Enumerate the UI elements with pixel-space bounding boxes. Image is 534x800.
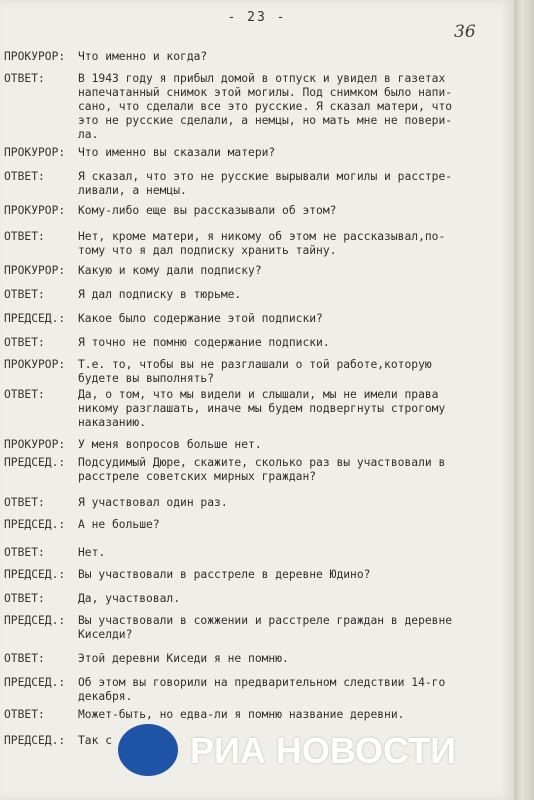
speaker-label: ПРЕДСЕД.: <box>4 312 66 325</box>
page-number: - 23 - <box>227 10 287 25</box>
speaker-label: ПРЕДСЕД.: <box>4 614 66 627</box>
speaker-label: ОТВЕТ: <box>4 230 45 243</box>
transcript-line: Что именно и когда? <box>78 50 208 63</box>
transcript-line: Я участвовал один раз. <box>78 496 228 509</box>
speaker-label: ПРОКУРОР: <box>4 438 66 451</box>
transcript-line: Кому-либо еще вы рассказывали об этом? <box>78 204 337 217</box>
transcript-line: никому разглашать, иначе мы будем подвергнуты строгому <box>78 402 446 415</box>
speaker-label: ОТВЕТ: <box>4 546 45 559</box>
transcript-line: Да, участвовал. <box>78 592 181 605</box>
transcript-line: Я дал подписку в тюрьме. <box>78 288 242 301</box>
transcript-line: будете вы выполнять? <box>78 372 215 385</box>
transcript-line: расстреле советских мирных граждан? <box>78 470 317 483</box>
speaker-label: ПРОКУРОР: <box>4 264 66 277</box>
speaker-label: ПРОКУРОР: <box>4 358 66 371</box>
transcript-line: Киселди? <box>78 628 133 641</box>
transcript-line: Подсудимый Дюре, скажите, сколько раз вы участвовали в <box>78 456 446 469</box>
transcript-line: А не больше? <box>78 518 160 531</box>
transcript-line: Вы участвовали в сожжении и расстреле граждан в деревне <box>78 614 453 627</box>
speaker-label: ПРЕДСЕД.: <box>4 734 66 747</box>
transcript-line: ливали, а немцы. <box>78 184 187 197</box>
transcript-line: Да, о том, что мы видели и слышали, мы не имели права <box>78 388 439 401</box>
transcript-line: наказанию. <box>78 416 147 429</box>
speaker-label: ОТВЕТ: <box>4 72 45 85</box>
transcript-line: тому что я дал подписку хранить тайну. <box>78 244 337 257</box>
speaker-label: ОТВЕТ: <box>4 496 45 509</box>
speaker-label: ОТВЕТ: <box>4 336 45 349</box>
transcript-line: напечатанный снимок этой могилы. Под снимком было напи- <box>78 86 453 99</box>
transcript-line: Я сказал, что это не русские вырывали могилы и расстре- <box>78 170 453 183</box>
speaker-label: ПРОКУРОР: <box>4 204 66 217</box>
speaker-label: ОТВЕТ: <box>4 288 45 301</box>
transcript-line: это не русские сделали, а немцы, но мать мне не повери- <box>78 114 453 127</box>
speaker-label: ПРЕДСЕД.: <box>4 568 66 581</box>
speaker-label: ПРОКУРОР: <box>4 146 66 159</box>
transcript-line: В 1943 году я прибыл домой в отпуск и увидел в газетах <box>78 72 446 85</box>
transcript-line: Что именно вы сказали матери? <box>78 146 276 159</box>
speaker-label: ПРЕДСЕД.: <box>4 456 66 469</box>
speaker-label: ПРОКУРОР: <box>4 50 66 63</box>
watermark-logo <box>118 720 514 780</box>
transcript-line: Может-быть, но едва-ли я помню название деревни. <box>78 708 405 721</box>
transcript-line: сано, что сделали все это русские. Я сказал матери, что <box>78 100 453 113</box>
transcript-line: Какую и кому дали подписку? <box>78 264 262 277</box>
transcript-line: Об этом вы говорили на предварительном следствии 14-го <box>78 676 446 689</box>
transcript-line: У меня вопросов больше нет. <box>78 438 262 451</box>
transcript-line: Нет, кроме матери, я никому об этом не рассказывал,по- <box>78 230 446 243</box>
transcript-line: Нет. <box>78 546 106 559</box>
watermark-text: РИА НОВОСТИ <box>190 730 456 771</box>
transcript-line: Я точно не помню содержание подписки. <box>78 336 330 349</box>
speaker-label: ПРЕДСЕД.: <box>4 676 66 689</box>
transcript-line: ла. <box>78 128 99 141</box>
transcript-line: Т.е. то, чтобы вы не разглашали о той работе,которую <box>78 358 432 371</box>
speaker-label: ПРЕДСЕД.: <box>4 518 66 531</box>
page-edge <box>514 0 534 800</box>
transcript-line: Вы участвовали в расстреле в деревне Юдино? <box>78 568 371 581</box>
transcript-line: Так с <box>78 734 113 747</box>
transcript-line: Этой деревни Киседи я не помню. <box>78 652 289 665</box>
speaker-label: ОТВЕТ: <box>4 708 45 721</box>
transcript-line: декабря. <box>78 690 133 703</box>
logo-emblem-icon <box>118 724 178 776</box>
handwritten-page-number: 36 <box>454 22 476 42</box>
transcript-line: Какое было содержание этой подписки? <box>78 312 323 325</box>
speaker-label: ОТВЕТ: <box>4 388 45 401</box>
speaker-label: ОТВЕТ: <box>4 652 45 665</box>
speaker-label: ОТВЕТ: <box>4 170 45 183</box>
speaker-label: ОТВЕТ: <box>4 592 45 605</box>
